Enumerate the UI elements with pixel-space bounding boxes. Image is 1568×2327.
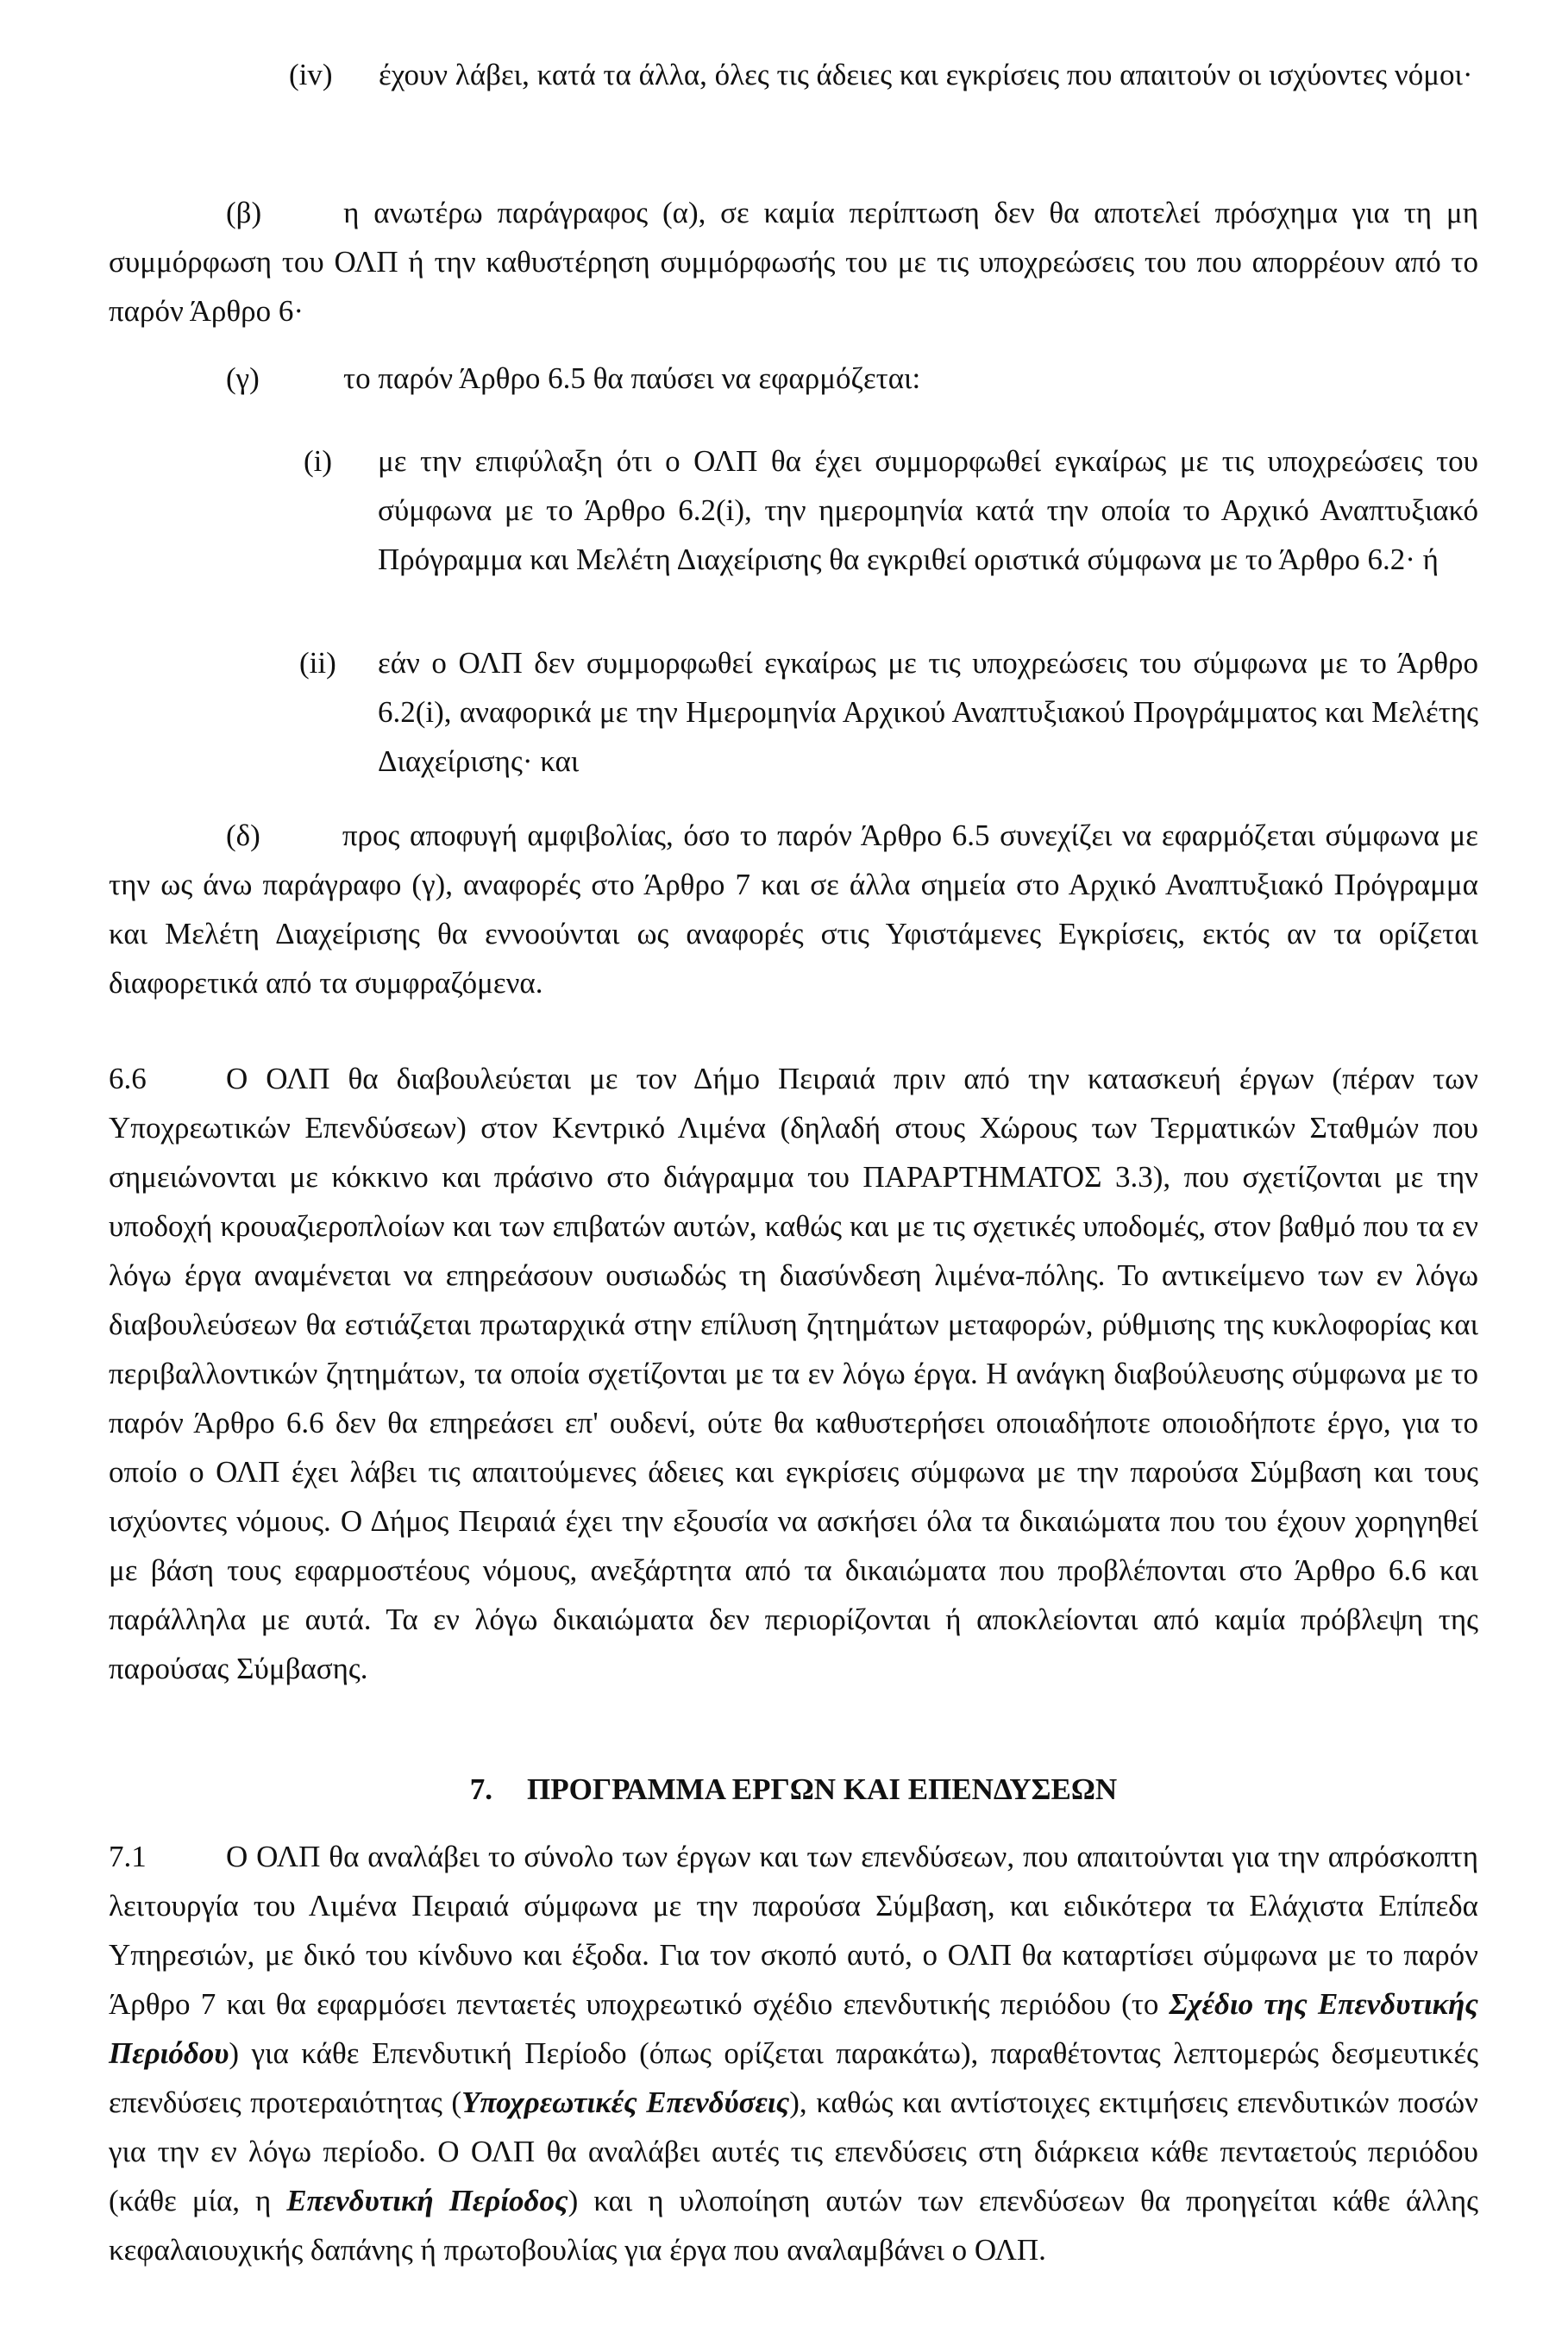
paragraph-text bbox=[109, 188, 1478, 336]
clause-body-part: ), καθώς και αντίστοιχες εκτιμήσεις επενδυτικών ποσών για την εν λόγω περίοδο. Ο ΟΛΠ θα αναλάβει αυτές τις επενδύσεις στη διάρκεια κάθε πενταετούς περιόδου (κάθε μία, η bbox=[109, 2086, 1478, 2217]
list-item-ii bbox=[299, 638, 1478, 786]
paragraph-label: (δ) bbox=[226, 819, 260, 852]
item-label: (iv) bbox=[289, 58, 333, 91]
paragraph-gamma bbox=[226, 354, 1477, 403]
paragraph-delta bbox=[109, 811, 1478, 1007]
section-heading bbox=[109, 1765, 1478, 1814]
clause-text bbox=[109, 1054, 1478, 1693]
paragraph-body: προς αποφυγή αμφιβολίας, όσο το παρόν Άρθρο 6.5 συνεχίζει να εφαρμόζεται σύμφωνα με την ως άνω παράγραφο (γ), αναφορές στο Άρθρο 7 και σε άλλα σημεία στο Αρχικό Αναπτυξιακό Πρόγραμμα και Μελέτη Διαχείρισης θα εννοούνται ως αναφορές στις Υφιστάμενες Εγκρίσεις, εκτός αν τα ορίζεται διαφορετικά από τα συμφραζόμενα. bbox=[109, 819, 1478, 1000]
clause-7-1 bbox=[109, 1832, 1478, 2274]
defined-term: Υποχρεωτικές Επενδύσεις bbox=[461, 2086, 790, 2119]
defined-term: Επενδυτική Περίοδος bbox=[286, 2184, 568, 2217]
clause-body: Ο ΟΛΠ θα διαβουλεύεται με τον Δήμο Πειραιά πριν από την κατασκευή έργων (πέραν των Υποχρεωτικών Επενδύσεων) στον Κεντρικό Λιμένα (δηλαδή στους Χώρους των Τερματικών Σταθμών που σημειώνονται με κόκκινο και πράσινο στο διάγραμμα του ΠΑΡΑΡΤΗΜΑΤΟΣ 3.3), που σχετίζονται με την υποδοχή κρουαζιεροπλοίων και των επιβατών αυτών, καθώς και με τις σχετικές υποδομές, στον βαθμό που τα εν λόγω έργα αναμένεται να επηρεάσουν ουσιωδώς τη διασύνδεση λιμένα-πόλης. Το αντικείμενο των εν λόγω διαβουλεύσεων θα εστιάζεται πρωταρχικά στην επίλυση ζητημάτων μεταφορών, ρύθμισης της κυκλοφορίας και περιβαλλοντικών ζητημάτων, τα οποία σχετίζονται με τα εν λόγω έργα. Η ανάγκη διαβούλευσης σύμφωνα με το παρόν Άρθρο 6.6 δεν θα επηρεάσει επ' ουδενί, ούτε θα καθυστερήσει οποιαδήποτε οποιοδήποτε έργο, για το οποίο ο ΟΛΠ έχει λάβει τις απαιτούμενες άδειες και εγκρίσεις σύμφωνα με την παρούσα Σύμβαση και τους ισχύοντες νόμους. Ο Δήμος Πειραιά έχει την εξουσία να ασκήσει όλα τα δικαιώματα που του έχουν χορηγηθεί με βάση τους εφαρμοστέους νόμους, ανεξάρτητα από τα δικαιώματα που προβλέπονται στο Άρθρο 6.6 και παράλληλα με αυτά. Τα εν λόγω δικαιώματα δεν περιορίζονται ή αποκλείονται από καμία πρόβλεψη της παρούσας Σύμβασης. bbox=[109, 1062, 1478, 1685]
clause-body-part: Ο ΟΛΠ θα αναλάβει το σύνολο των έργων και των επενδύσεων, που απαιτούνται για την απρόσκοπτη λειτουργία του Λιμένα Πειραιά σύμφωνα με την παρούσα Σύμβαση, και ειδικότερα τα Ελάχιστα Επίπεδα Υπηρεσιών, με δικό του κίνδυνο και έξοδα. Για τον σκοπό αυτό, ο ΟΛΠ θα καταρτίσει σύμφωνα με το παρόν Άρθρο 7 και θα εφαρμόσει πενταετές υποχρεωτικό σχέδιο επενδυτικής περιόδου (το bbox=[109, 1840, 1478, 2021]
clause-number: 6.6 bbox=[109, 1062, 147, 1095]
item-label: (i) bbox=[304, 444, 333, 478]
clause-body-part: ) για κάθε Επενδυτική Περίοδο (όπως ορίζεται παρακάτω), παραθέτοντας λεπτομερώς δεσμευτικές επενδύσεις προτεραιότητας ( bbox=[109, 2036, 1478, 2119]
clause-body-part: ) και η υλοποίηση αυτών των επενδύσεων θα προηγείται κάθε άλλης κεφαλαιουχικής δαπάνης ή πρωτοβουλίας για έργα που αναλαμβάνει ο ΟΛΠ. bbox=[109, 2184, 1478, 2267]
list-item-i bbox=[304, 436, 1478, 584]
paragraph-text bbox=[109, 811, 1478, 1007]
clause-number: 7.1 bbox=[109, 1840, 147, 1873]
paragraph-body: η ανωτέρω παράγραφος (α), σε καμία περίπτωση δεν θα αποτελεί πρόσχημα για τη μη συμμόρφωση του ΟΛΠ ή την καθυστέρηση συμμόρφωσής του με τις υποχρεώσεις του που απορρέουν από το παρόν Άρθρο 6· bbox=[109, 196, 1478, 328]
section-title: ΠΡΟΓΡΑΜΜΑ ΕΡΓΩΝ ΚΑΙ ΕΠΕΝΔΥΣΕΩΝ bbox=[527, 1772, 1118, 1806]
clause-6-6 bbox=[109, 1054, 1478, 1693]
list-item-iv bbox=[289, 50, 1479, 99]
clause-text bbox=[109, 1832, 1478, 2274]
paragraph-label: (γ) bbox=[226, 361, 260, 395]
item-text: εάν ο ΟΛΠ δεν συμμορφωθεί εγκαίρως με τις υποχρεώσεις του σύμφωνα με το Άρθρο 6.2(i), αναφορικά με την Ημερομηνία Αρχικού Αναπτυξιακού Προγράμματος και Μελέτης Διαχείρισης· και bbox=[378, 646, 1478, 778]
paragraph-label: (β) bbox=[226, 196, 262, 229]
defined-term: Σχέδιο της Επενδυτικής Περιόδου bbox=[109, 1987, 1478, 2070]
item-text: έχουν λάβει, κατά τα άλλα, όλες τις άδειες και εγκρίσεις που απαιτούν οι ισχύοντες νόμοι· bbox=[379, 58, 1473, 91]
item-text: με την επιφύλαξη ότι ο ΟΛΠ θα έχει συμμορφωθεί εγκαίρως με τις υποχρεώσεις του σύμφωνα με το Άρθρο 6.2(i), την ημερομηνία κατά την οποία το Αρχικό Αναπτυξιακό Πρόγραμμα και Μελέτη Διαχείρισης θα εγκριθεί οριστικά σύμφωνα με το Άρθρο 6.2· ή bbox=[378, 444, 1478, 576]
item-label: (ii) bbox=[299, 646, 336, 680]
paragraph-text: το παρόν Άρθρο 6.5 θα παύσει να εφαρμόζεται: bbox=[343, 361, 921, 395]
section-number: 7. bbox=[469, 1772, 493, 1806]
paragraph-beta bbox=[109, 188, 1478, 336]
